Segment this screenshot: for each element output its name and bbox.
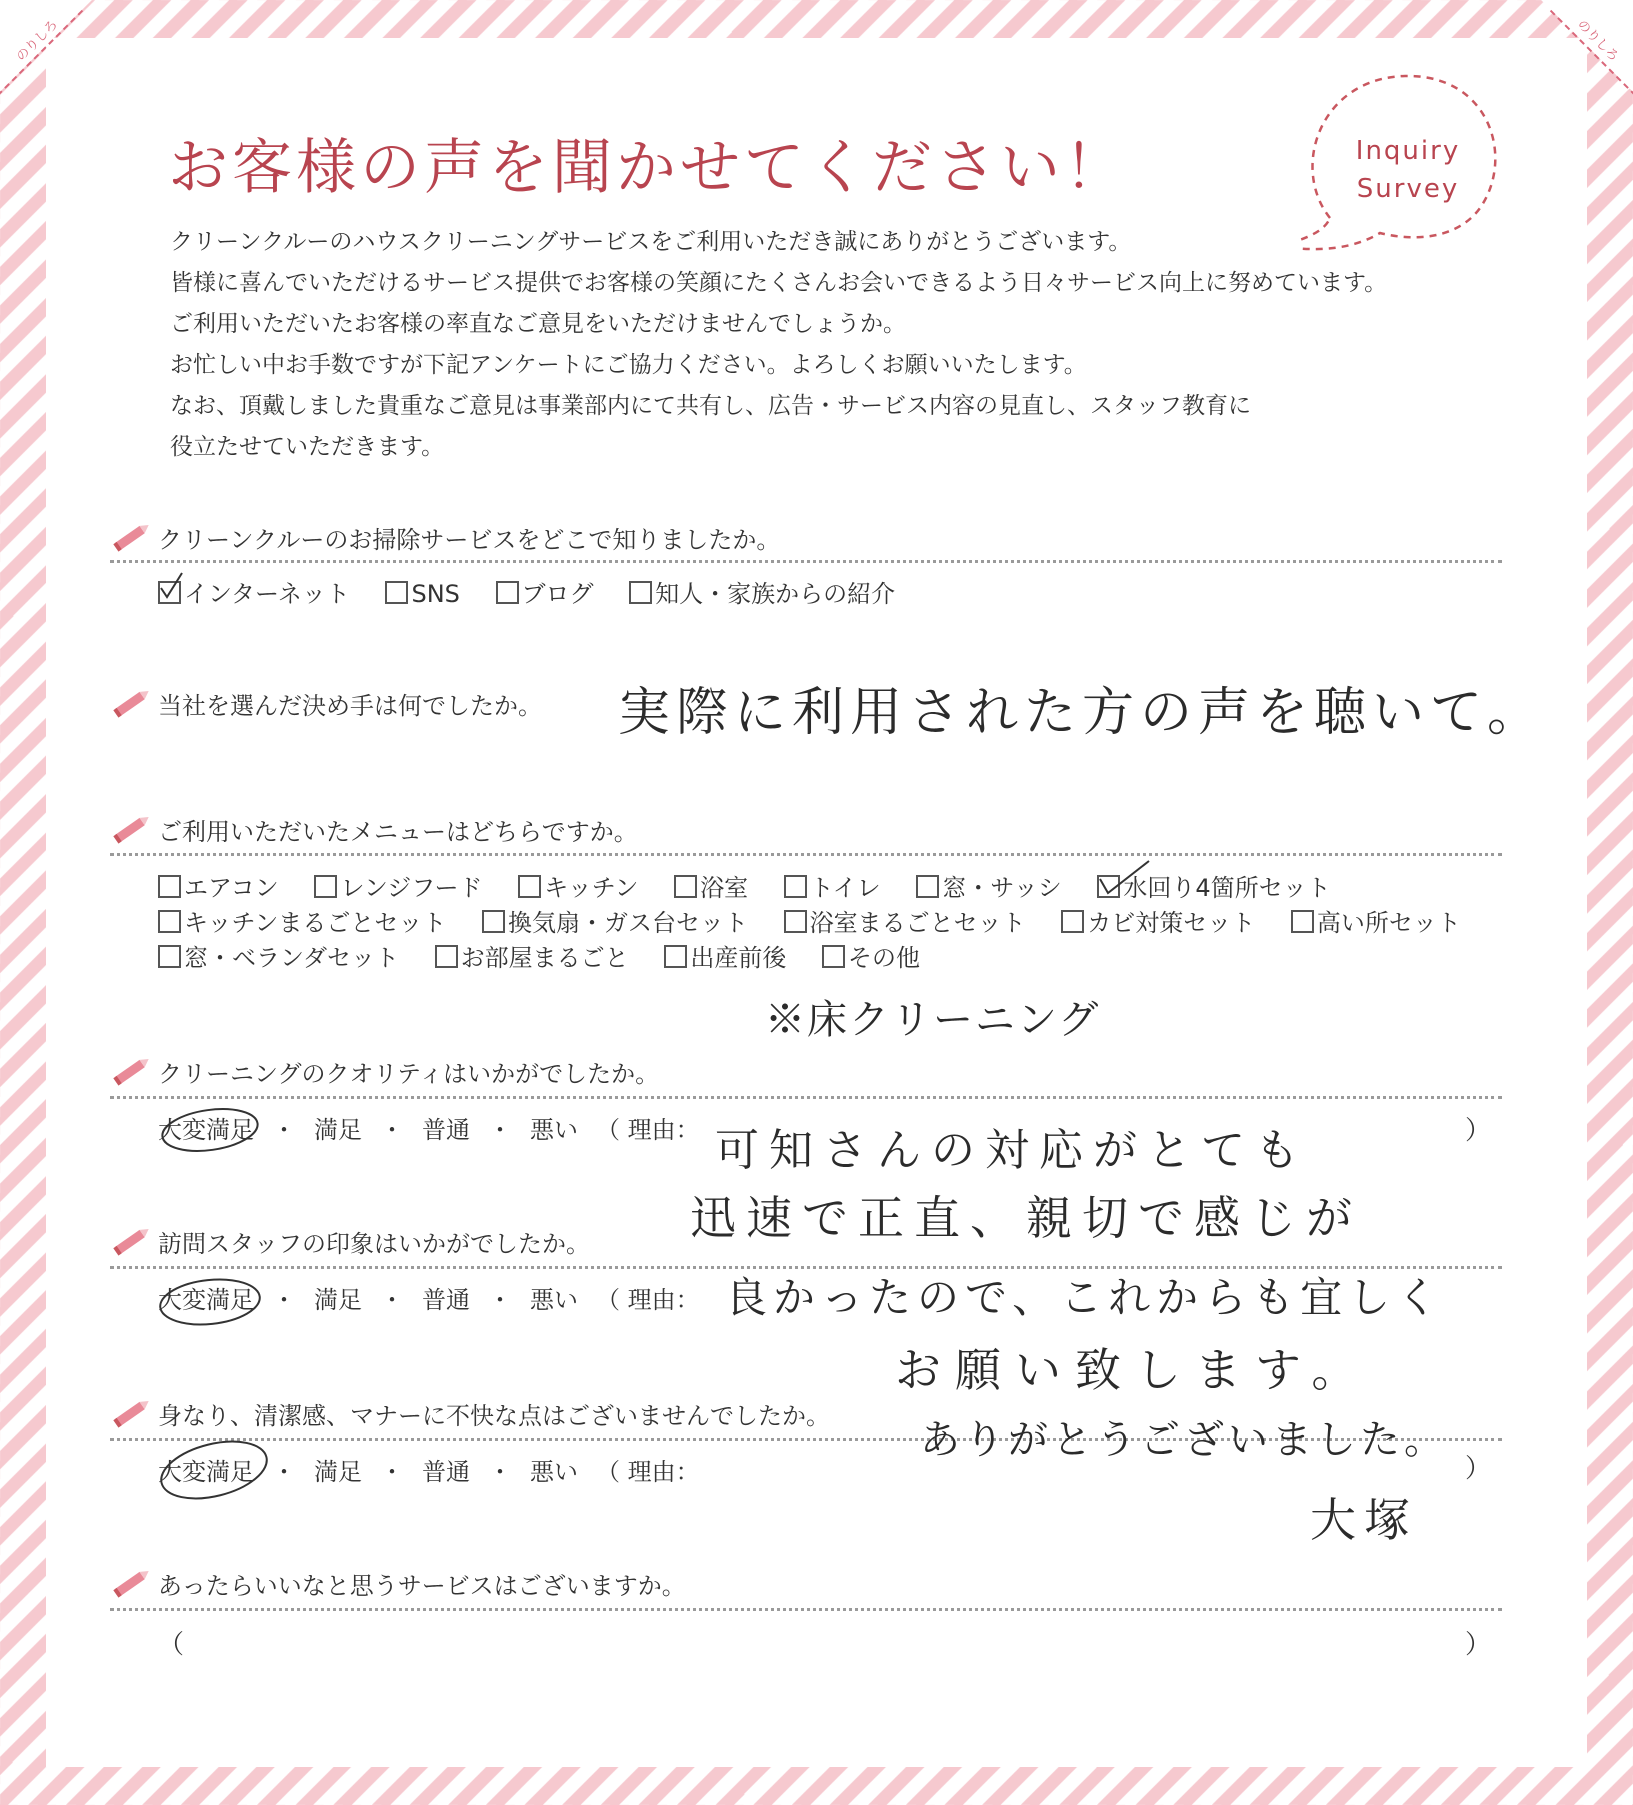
glue-label-left: のりしろ [13, 17, 62, 65]
pencil-icon [110, 1222, 154, 1258]
pencil-icon [110, 1564, 154, 1600]
page-title: お客様の声を聞かせてください！ [168, 133, 1128, 203]
checkbox[interactable] [158, 945, 181, 968]
intro-line: クリーンクルーのハウスクリーニングサービスをご利用いただき誠にありがとうございます。 [170, 229, 1132, 255]
checkbox[interactable] [1061, 910, 1084, 933]
intro-line: なお、頂戴しました貴重なご意見は事業部内にて共有し、広告・サービス内容の見直し、スタッフ教育に [170, 393, 1251, 419]
option-label: トイレ [809, 874, 881, 902]
intro-line: お忙しい中お手数ですが下記アンケートにご協力ください。よろしくお願いいたします。 [170, 352, 1087, 378]
rating-normal[interactable]: 普通 [422, 1116, 470, 1144]
checkbox[interactable] [664, 945, 687, 968]
question-text: 身なり、清潔感、マナーに不快な点はございませんでしたか。 [158, 1402, 830, 1430]
checkbox[interactable] [916, 875, 939, 898]
option-water-area-set[interactable] [1097, 868, 1330, 903]
separator: ・ [272, 1286, 296, 1314]
question-4 [110, 1052, 1510, 1146]
checkbox[interactable] [822, 945, 845, 968]
reason-close: ） [1465, 1454, 1492, 1484]
pencil-icon [110, 518, 154, 554]
comment-line-1: 可知さんの対応がとても [715, 1125, 1309, 1176]
option-label: ブログ [521, 580, 594, 608]
bubble-text [1338, 132, 1478, 208]
option-kitchen[interactable] [518, 868, 638, 903]
rating-bad[interactable]: 悪い [530, 1116, 578, 1144]
question-text: 当社を選んだ決め手は何でしたか。 [158, 692, 542, 720]
option-internet[interactable] [158, 574, 350, 609]
option-sns[interactable] [385, 580, 459, 608]
intro-text [170, 222, 1387, 468]
handwritten-note: ※床クリーニング [765, 997, 1101, 1043]
divider [110, 560, 1502, 563]
selection-circle [152, 1104, 272, 1160]
separator: ・ [488, 1116, 512, 1144]
rating-bad[interactable]: 悪い [530, 1286, 578, 1314]
checkbox[interactable] [158, 910, 181, 933]
option-room-set[interactable] [435, 938, 629, 973]
intro-line: ご利用いただいたお客様の率直なご意見をいただけませんでしょうか。 [170, 311, 906, 337]
checkbox[interactable] [629, 581, 652, 604]
checkbox[interactable] [482, 910, 505, 933]
checkbox[interactable] [1291, 910, 1314, 933]
checkbox[interactable] [518, 875, 541, 898]
option-label: 浴室 [700, 874, 749, 902]
rating-very-satisfied[interactable]: 大変満足 [158, 1116, 254, 1144]
pencil-icon [110, 1052, 154, 1088]
question-text: クリーンクルーのお掃除サービスをどこで知りましたか。 [158, 526, 781, 554]
rating-very-satisfied[interactable]: 大変満足 [158, 1286, 254, 1314]
checkbox[interactable] [784, 875, 807, 898]
option-label: 窓・ベランダセット [184, 944, 400, 972]
reason-label: （ 理由： [596, 1116, 700, 1144]
separator: ・ [488, 1286, 512, 1314]
reason-label: （ 理由： [596, 1286, 700, 1314]
option-window-veranda-set[interactable] [158, 938, 399, 973]
separator: ・ [380, 1116, 404, 1144]
checkbox[interactable] [385, 581, 408, 604]
option-label: お部屋まるごと [460, 944, 629, 972]
option-kitchen-set[interactable] [158, 903, 446, 938]
option-aircon[interactable] [158, 868, 279, 903]
option-label: 出産前後 [690, 944, 787, 972]
separator: ・ [380, 1458, 404, 1486]
option-label: キッチンまるごとセット [184, 909, 447, 937]
question-2 [110, 683, 1545, 743]
option-label: SNS [411, 580, 460, 608]
pencil-icon [110, 684, 154, 720]
selection-circle [150, 1274, 275, 1334]
source-options [158, 574, 923, 609]
separator: ・ [380, 1286, 404, 1314]
intro-line: 役立たせていただきます。 [170, 434, 445, 460]
option-other[interactable] [822, 938, 920, 973]
checkbox[interactable] [784, 910, 807, 933]
menu-options-row1 [158, 868, 1359, 903]
rating-satisfied[interactable]: 満足 [314, 1286, 362, 1314]
rating-satisfied[interactable]: 満足 [314, 1116, 362, 1144]
reason-close: ） [1465, 1116, 1492, 1146]
option-label: 浴室まるごとセット [809, 909, 1026, 937]
checkbox-checked[interactable] [1097, 875, 1120, 898]
checkbox[interactable] [674, 875, 697, 898]
option-label: 水回り4箇所セット [1123, 874, 1331, 902]
reason-label: （ 理由： [596, 1458, 700, 1486]
rating-satisfied[interactable]: 満足 [314, 1458, 362, 1486]
comment-line-5: ありがとうございました。 [920, 1417, 1448, 1463]
checkbox[interactable] [496, 581, 519, 604]
intro-line: 皆様に喜んでいただけるサービス提供でお客様の笑顔にたくさんお会いできるよう日々サービス向上に努めています。 [170, 270, 1388, 296]
separator: ・ [488, 1458, 512, 1486]
glue-label-right: のりしろ [1573, 17, 1622, 65]
question-1 [110, 518, 1510, 608]
handwritten-answer: 実際に利用された方の声を聴いて。 [618, 683, 1545, 743]
pencil-icon [110, 1394, 154, 1430]
option-label: 換気扇・ガス台セット [507, 909, 748, 937]
comment-line-4: お願い致します。 [895, 1343, 1372, 1397]
divider [110, 1608, 1502, 1611]
option-label: 高い所セット [1316, 909, 1461, 937]
option-toilet[interactable] [784, 868, 881, 903]
option-bathroom-set[interactable] [784, 903, 1026, 938]
option-label: その他 [847, 944, 920, 972]
question-7 [110, 1564, 1510, 1660]
option-label: レンジフード [340, 874, 483, 902]
option-fan-gas-set[interactable] [482, 903, 748, 938]
checkbox[interactable] [314, 875, 337, 898]
signature: 大塚 [1310, 1493, 1418, 1547]
option-high-place-set[interactable] [1291, 903, 1461, 938]
question-3 [110, 810, 1510, 1043]
option-blog[interactable] [496, 574, 594, 609]
rating-normal[interactable]: 普通 [422, 1286, 470, 1314]
checkbox[interactable] [435, 945, 458, 968]
menu-options-row2 [158, 903, 1489, 938]
question-text: あったらいいなと思うサービスはございますか。 [158, 1572, 686, 1600]
option-childbirth[interactable] [664, 938, 786, 973]
option-label: カビ対策セット [1087, 909, 1256, 937]
checkbox-checked[interactable] [158, 581, 181, 604]
selection-circle [148, 1428, 283, 1508]
bubble-line2: Survey [1356, 174, 1460, 204]
rating-bad[interactable]: 悪い [530, 1458, 578, 1486]
menu-options-row3 [158, 938, 948, 973]
divider [110, 853, 1502, 856]
comment-line-3: 良かったので、これからも宜しく [725, 1273, 1445, 1322]
option-label: キッチン [544, 874, 639, 902]
answer-open: （ [158, 1630, 185, 1660]
checkbox[interactable] [158, 875, 181, 898]
separator: ・ [272, 1116, 296, 1144]
option-window-sash[interactable] [916, 868, 1062, 903]
separator: ・ [272, 1458, 296, 1486]
option-label: エアコン [184, 874, 279, 902]
comment-line-2: 迅速で正直、親切で感じが [690, 1191, 1362, 1245]
option-label: 窓・サッシ [942, 874, 1062, 902]
rating-normal[interactable]: 普通 [422, 1458, 470, 1486]
option-bathroom[interactable] [674, 868, 748, 903]
question-text: クリーニングのクオリティはいかがでしたか。 [158, 1060, 660, 1088]
option-label: 知人・家族からの紹介 [655, 580, 896, 608]
divider [110, 1096, 1502, 1099]
pencil-icon [110, 810, 154, 846]
option-range-hood[interactable] [314, 868, 482, 903]
option-label: インターネット [184, 580, 350, 608]
bubble-line1: Inquiry [1355, 136, 1461, 166]
rating-very-satisfied[interactable]: 大変満足 [158, 1458, 254, 1486]
option-mold-set[interactable] [1061, 903, 1255, 938]
question-text: 訪問スタッフの印象はいかがでしたか。 [158, 1230, 590, 1258]
answer-close: ） [1465, 1630, 1492, 1660]
question-text: ご利用いただいたメニューはどちらですか。 [158, 818, 638, 846]
option-referral[interactable] [629, 574, 895, 609]
